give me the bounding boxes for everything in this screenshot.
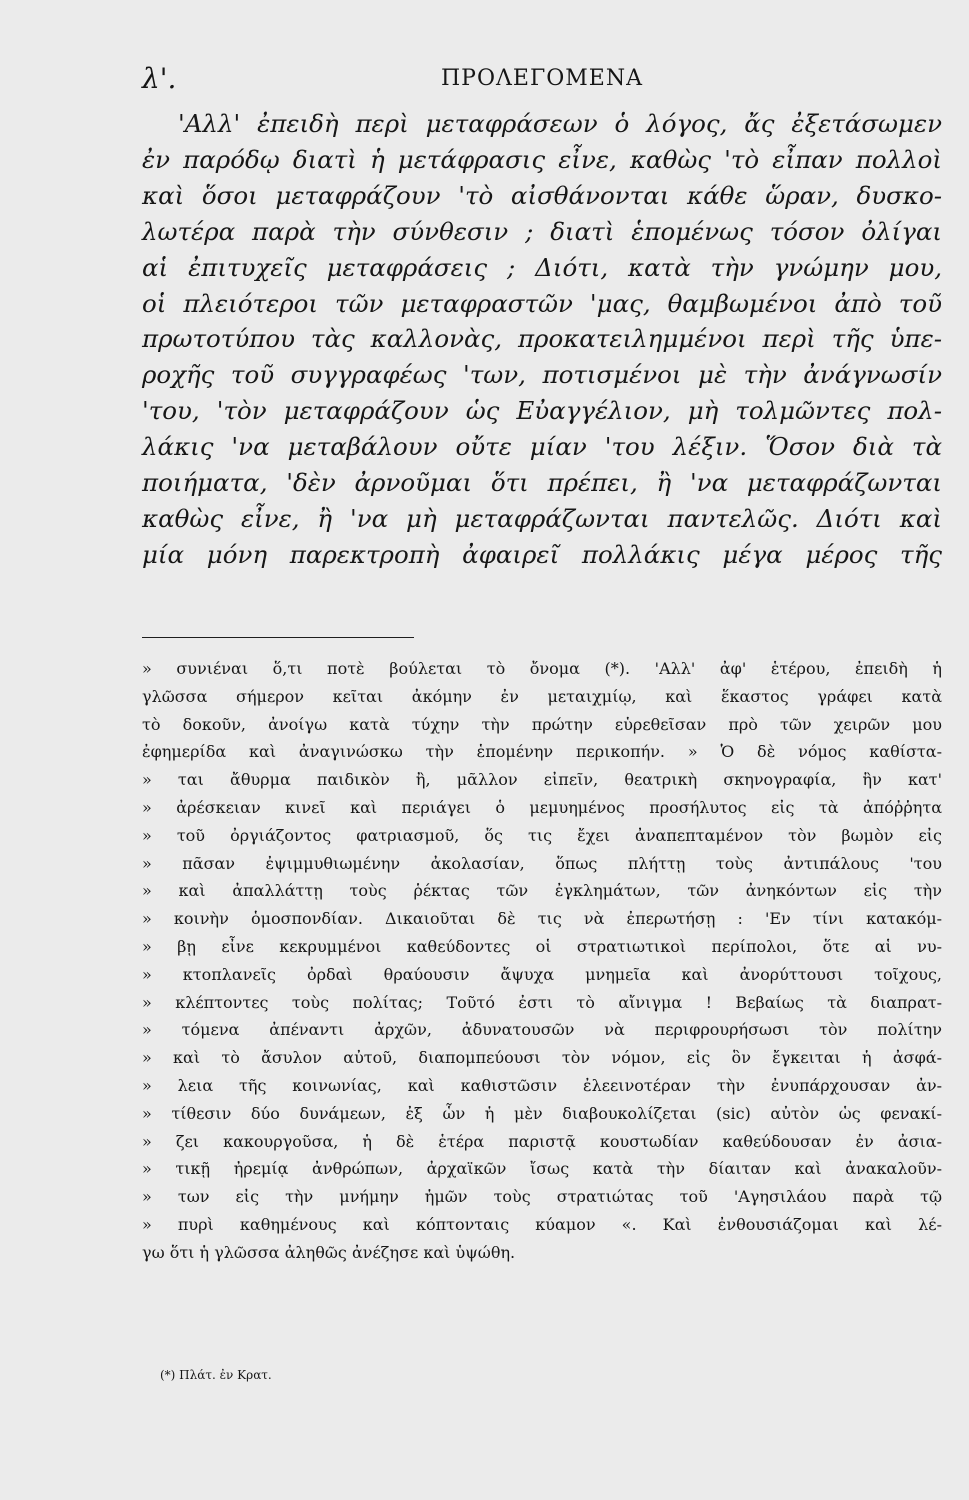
footnote-line: » των εἰς τὴν μνήμην ἡμῶν τοὺς στρατιώτας τοῦ 'Αγησιλάου παρὰ τῷ: [142, 1187, 942, 1207]
footnote-line: » καὶ τὸ ἄσυλον αὐτοῦ, διαπομπεύουσι τὸν νόμον, εἰς ὃν ἔγκειται ἡ ἀσφά-: [142, 1048, 942, 1068]
text-line: ἐν παρόδῳ διατὶ ἡ μετάφρασις εἶνε, καθὼς 'τὸ εἶπαν πολλοὶ: [142, 144, 942, 174]
footnote-block: [142, 655, 942, 1267]
footnote-line: γω ὅτι ἡ γλῶσσα ἀληθῶς ἀνέζησε καὶ ὑψώθη.: [142, 1242, 516, 1262]
footnote-line: » πυρὶ καθημένους καὶ κόπτονταις κύαμον «. Καὶ ἐνθουσιάζομαι καὶ λέ-: [142, 1214, 942, 1234]
footnote-separator: [142, 637, 414, 638]
footnote-line: » καὶ ἀπαλλάττῃ τοὺς ῥέκτας τῶν ἐγκλημάτων, τῶν ἀνηκόντων εἰς τὴν: [142, 881, 942, 901]
footnote-line: » κτοπλανεῖς ὀρδαὶ θραύουσιν ἄψυχα μνημεῖα καὶ ἀνορύττουσι τοῖχους,: [142, 964, 942, 984]
footnote-line: » τικῇ ἠρεμίᾳ ἀνθρώπων, ἀρχαϊκῶν ἴσως κατὰ τὴν δίαιταν καὶ ἀνακαλοῦν-: [142, 1159, 942, 1179]
footnote-line: » ζει κακουργοῦσα, ἡ δὲ ἑτέρα παριστᾷ κουστωδίαν καθεύδουσαν ἐν ἀσια-: [142, 1131, 942, 1151]
text-line: ροχῆς τοῦ συγγραφέως 'των, ποτισμένοι μὲ τὴν ἀνάγνωσίν: [142, 360, 942, 390]
text-line: καθὼς εἶνε, ἢ 'να μὴ μεταφράζωνται παντελῶς. Διότι καὶ: [142, 503, 942, 533]
footnote-line: γλῶσσα σήμερον κεῖται ἀκόμην ἐν μεταιχμίῳ, καὶ ἕκαστος γράφει κατὰ: [142, 686, 942, 706]
footnote-line: ἐφημερίδα καὶ ἀναγινώσκω τὴν ἑπομένην περικοπήν. » Ὁ δὲ νόμος καθίστα-: [142, 742, 942, 762]
footnote-line: » ται ἄθυρμα παιδικὸν ἢ, μᾶλλον εἰπεῖν, θεατρικὴ σκηνογραφία, ἣν κατ': [142, 770, 942, 790]
footnote-line: » κλέπτοντες τοὺς πολίτας; Τοῦτό ἐστι τὸ αἴνιγμα ! Βεβαίως τὰ διαπρατ-: [142, 992, 942, 1012]
footnote-line: » κοινὴν ὁμοσπονδίαν. Δικαιοῦται δὲ τις νὰ ἐπερωτήσῃ : 'Εν τίνι κατακόμ-: [142, 909, 942, 929]
text-line: λωτέρα παρὰ τὴν σύνθεσιν ; διατὶ ἑπομένως τόσον ὀλίγαι: [142, 216, 942, 246]
page-number: λ'.: [142, 62, 177, 95]
text-line: 'του, 'τὸν μεταφράζουν ὡς Εὐαγγέλιον, μὴ τολμῶντες πολ-: [142, 396, 942, 426]
footnote-line: » τόμενα ἀπέναντι ἀρχῶν, ἀδυνατουσῶν νὰ περιφρουρήσωσι τὸν πολίτην: [142, 1020, 942, 1040]
footnote-line: τὸ δοκοῦν, ἀνοίγω κατὰ τύχην τὴν πρώτην εὑρεθεῖσαν πρὸ τῶν χειρῶν μου: [142, 714, 942, 734]
text-line: λάκις 'να μεταβάλουν οὔτε μίαν 'του λέξιν. Ὅσον διὰ τὰ: [142, 432, 942, 462]
footnote-line: » ἀρέσκειαν κινεῖ καὶ περιάγει ὁ μεμυημένος προσήλυτος εἰς τὰ ἀπόῤῥητα: [142, 797, 942, 817]
text-line: καὶ ὅσοι μεταφράζουν 'τὸ αἰσθάνονται κάθε ὥραν, δυσκο-: [142, 180, 942, 210]
text-line: πρωτοτύπου τὰς καλλονὰς, προκατειλημμένοι περὶ τῆς ὑπε-: [142, 324, 942, 354]
text-line: μία μόνη παρεκτροπὴ ἀφαιρεῖ πολλάκις μέγα μέρος τῆς: [142, 539, 942, 569]
running-title: ΠΡΟΛΕΓΟΜΕΝΑ: [441, 66, 643, 91]
text-line: 'Αλλ' ἐπειδὴ περὶ μεταφράσεων ὁ λόγος, ἄς ἐξετάσωμεν: [178, 109, 942, 138]
footnote-reference: (*) Πλάτ. ἐν Κρατ.: [160, 1368, 272, 1382]
footnote-line: » τίθεσιν δύο δυνάμεων, ἐξ ὧν ἡ μὲν διαβουκολίζεται (sic) αὐτὸν ὡς φενακί-: [142, 1103, 942, 1123]
footnote-line: » συνιέναι ὅ,τι ποτὲ βούλεται τὸ ὄνομα (*). 'Αλλ' ἀφ' ἑτέρου, ἐπειδὴ ἡ: [142, 659, 942, 678]
text-line: οἱ πλειότεροι τῶν μεταφραστῶν 'μας, θαμβωμένοι ἀπὸ τοῦ: [142, 288, 942, 318]
main-paragraph: [142, 106, 942, 573]
text-line: αἱ ἐπιτυχεῖς μεταφράσεις ; Διότι, κατὰ τὴν γνώμην μου,: [142, 252, 942, 282]
footnote-line: » πᾶσαν ἐψιμμυθιωμένην ἀκολασίαν, ὅπως πλήττῃ τοὺς ἀντιπάλους 'του: [142, 853, 942, 873]
text-line: ποιήματα, 'δὲν ἀρνοῦμαι ὅτι πρέπει, ἢ 'να μεταφράζωνται: [142, 468, 942, 498]
footnote-line: » βῃ εἶνε κεκρυμμένοι καθεύδοντες οἱ στρατιωτικοὶ περίπολοι, ὅτε αἱ νυ-: [142, 936, 942, 956]
page-header: [142, 62, 942, 102]
footnote-line: » τοῦ ὀργιάζοντος φατριασμοῦ, ὅς τις ἔχει ἀναπεπταμένον τὸν βωμὸν εἰς: [142, 825, 942, 845]
footnote-line: » λεια τῆς κοινωνίας, καὶ καθιστῶσιν ἐλεεινοτέραν τὴν ἐνυπάρχουσαν ἀν-: [142, 1075, 942, 1095]
